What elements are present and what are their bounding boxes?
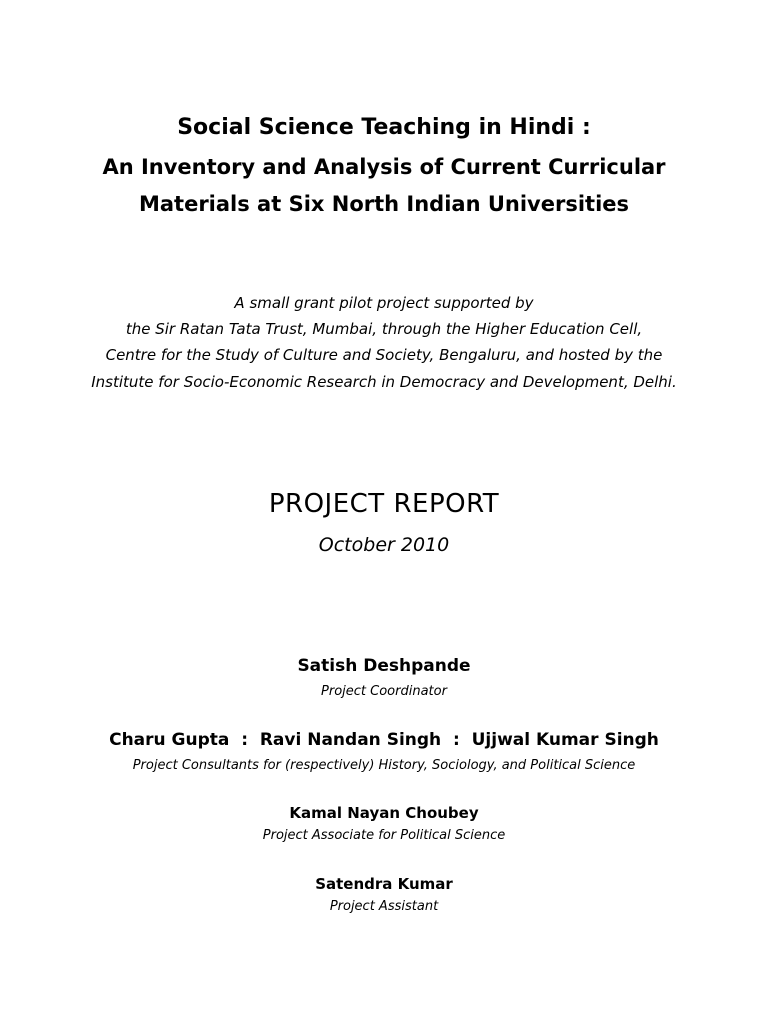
document-subtitle-line-1: An Inventory and Analysis of Current Curricular [102, 155, 666, 179]
support-line-3: Centre for the Study of Culture and Society, Bengaluru, and hosted by the [105, 346, 663, 364]
report-title: PROJECT REPORT [268, 489, 500, 519]
document-title: Social Science Teaching in Hindi : [177, 115, 591, 140]
associate-name: Kamal Nayan Choubey [289, 804, 479, 822]
associate-role: Project Associate for Political Science [262, 828, 506, 843]
report-date: October 2010 [318, 534, 450, 556]
support-line-2: the Sir Ratan Tata Trust, Mumbai, through the Higher Education Cell, [125, 320, 643, 338]
assistant-role: Project Assistant [329, 899, 439, 914]
consultants-names: Charu Gupta : Ravi Nandan Singh : Ujjwal Kumar Singh [109, 730, 659, 750]
consultants-role: Project Consultants for (respectively) History, Sociology, and Political Science [132, 758, 636, 773]
coordinator-role: Project Coordinator [321, 684, 447, 699]
coordinator-name: Satish Deshpande [297, 656, 471, 676]
support-line-1: A small grant pilot project supported by [234, 294, 534, 312]
document-subtitle-line-2: Materials at Six North Indian Universities [138, 192, 630, 216]
assistant-name: Satendra Kumar [315, 875, 453, 893]
support-line-4: Institute for Socio-Economic Research in Democracy and Development, Delhi. [91, 373, 677, 391]
